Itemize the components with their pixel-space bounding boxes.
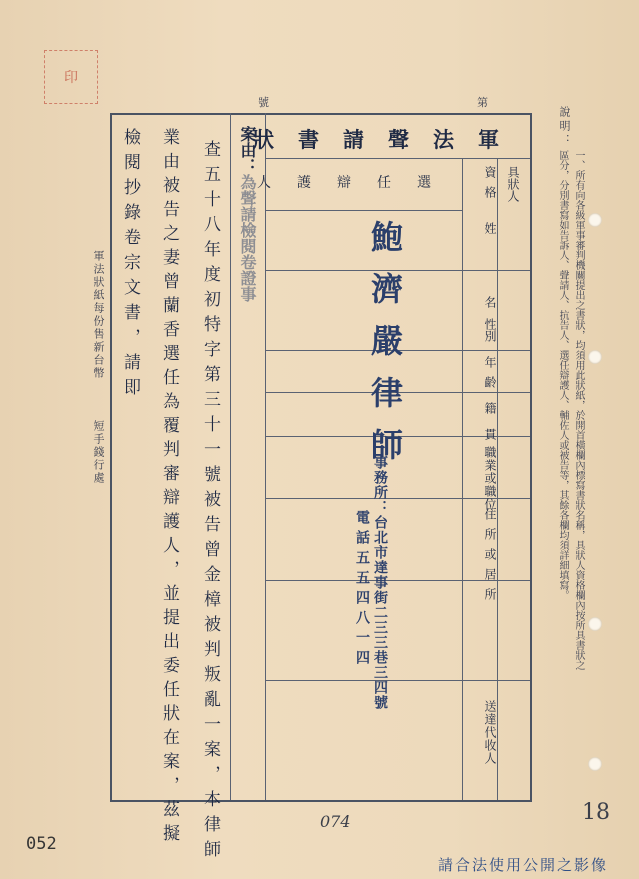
body-column-2: 業由被告之妻曾蘭香選任為覆判審辯護人，並提出委任狀在案，茲擬 <box>159 128 179 848</box>
label-di: 第 <box>477 96 490 109</box>
instructions-title: 說明： <box>558 106 571 148</box>
divider <box>265 680 530 681</box>
binder-hole <box>588 213 602 227</box>
qualification-label: 資格 <box>483 166 497 206</box>
applicant-label: 具狀人 <box>506 166 520 202</box>
form-title: 軍法聲請書狀 <box>253 127 523 152</box>
subject-text: 為聲請檢閱卷證事 <box>238 174 257 302</box>
divider <box>230 113 231 800</box>
handwritten-number: 074 <box>320 812 351 831</box>
divider <box>265 113 266 800</box>
body-column-3: 檢閱抄錄卷宗文書，請即 <box>120 128 140 403</box>
field-label-occupation: 職業或職位 <box>483 446 497 511</box>
page-number: 052 <box>26 834 57 854</box>
handwritten-folio: 18 <box>582 800 610 825</box>
instruction-line-2: 區分，分別書寫如告訴人、聲請人、抗告人、選任辯護人、輔佐人或被告等，其餘各欄均須詳細填寫。 <box>557 150 568 600</box>
divider <box>265 158 530 159</box>
seller-note: 短手錢行處 <box>92 420 105 485</box>
selection-label: 選任辯護人 <box>257 175 457 191</box>
instructions-text <box>554 150 586 740</box>
field-label-name: 名 <box>483 296 497 308</box>
footer-watermark: 請合法使用公開之影像 <box>438 856 609 874</box>
instruction-line-1: 一、所有向各級軍事審判機關提出之書狀，均須用此狀紙，於開首橫欄內標寫書狀名稱，具狀人資格欄內按所具書狀之 <box>573 150 584 670</box>
body-column-1: 查五十八年度初特字第三十一號被告曾金樟被判叛亂一案，本律師 <box>200 140 220 865</box>
field-label-age: 年齡 <box>483 356 497 396</box>
stamp-fee-note: 軍法狀紙每份售新台幣 <box>92 250 105 380</box>
office-address: 事務所：台北市達事街二三三巷三四號 <box>372 455 388 710</box>
binder-hole <box>588 350 602 364</box>
field-label-residence: 住所或居所 <box>483 508 497 608</box>
field-label-sex: 性別 <box>483 318 497 342</box>
subject-label: 案由：為聲請檢閱卷證事 <box>238 126 257 302</box>
red-seal-stamp: 印 <box>44 50 98 104</box>
field-label-service-agent: 送達代收人 <box>483 700 497 765</box>
divider <box>462 158 463 800</box>
attorney-name-stamp: 鮑濟嚴律師 <box>366 220 404 480</box>
label-hao: 號 <box>258 96 271 109</box>
binder-hole <box>588 617 602 631</box>
office-phone: 電話五五四八一四 <box>354 510 370 670</box>
binder-hole <box>588 757 602 771</box>
divider <box>265 210 462 211</box>
field-label-origin: 籍貫 <box>483 402 497 454</box>
field-label-surname: 姓 <box>483 222 497 234</box>
